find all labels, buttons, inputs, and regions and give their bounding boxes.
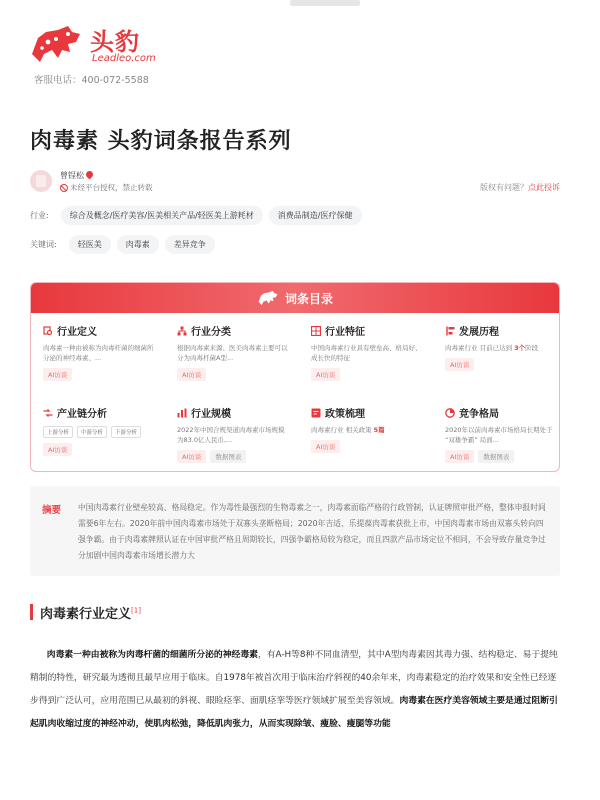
subtag[interactable]: 下游分析 bbox=[111, 426, 141, 438]
dir-item-policy[interactable] bbox=[311, 405, 436, 471]
directory-title: 词条目录 bbox=[284, 291, 333, 306]
summary-box bbox=[30, 486, 560, 576]
page-title: 肉毒素 头豹词条报告系列 bbox=[30, 129, 292, 154]
author-name[interactable]: 曾锃松 bbox=[60, 171, 84, 180]
directory-header bbox=[31, 283, 559, 313]
dir-item-title: 行业定义 bbox=[57, 327, 97, 338]
leopard-icon bbox=[257, 290, 279, 306]
dir-item-desc: 2020年以前肉毒素市场格局长期处于 “双雄争霸” 局面... bbox=[445, 426, 553, 444]
keyword-tag[interactable]: 轻医美 bbox=[69, 235, 111, 254]
timeline-icon bbox=[445, 326, 455, 336]
brand-name: 头豹 bbox=[90, 28, 140, 56]
keyword-tag[interactable]: 肉毒素 bbox=[117, 235, 159, 254]
policy-icon bbox=[311, 408, 321, 418]
dir-item-competition[interactable] bbox=[445, 405, 560, 471]
dir-item-title: 政策梳理 bbox=[325, 409, 365, 420]
subtag[interactable]: 上游分析 bbox=[43, 426, 73, 438]
copyright-notice bbox=[60, 182, 153, 193]
data-chart-chip[interactable]: 数据图表 bbox=[478, 450, 514, 463]
directory-card bbox=[30, 282, 560, 472]
dir-item-title: 行业规模 bbox=[191, 409, 231, 420]
ai-chip[interactable]: AI访谈 bbox=[177, 450, 206, 463]
grid-icon bbox=[311, 326, 321, 336]
section-title: 肉毒素行业定义[1] bbox=[40, 606, 141, 622]
dir-item-history[interactable] bbox=[445, 323, 560, 389]
ai-chip[interactable]: AI访谈 bbox=[43, 443, 72, 456]
hierarchy-icon bbox=[177, 326, 187, 336]
ai-chip[interactable]: AI访谈 bbox=[311, 440, 340, 453]
body-bold-2: 肉毒素在医疗美容领域主要是通过阻断引起肌肉收缩过度的神经冲动，使肌肉松弛，降低肌肉张力，从而实现除皱、瘦脸、瘦腿等功能 bbox=[30, 696, 558, 729]
keyword-label: 关键词: bbox=[30, 240, 57, 249]
data-chart-chip[interactable]: 数据图表 bbox=[210, 450, 246, 463]
keyword-row bbox=[30, 235, 215, 254]
bar-chart-icon bbox=[177, 408, 187, 418]
avatar[interactable] bbox=[30, 170, 52, 192]
ai-chip[interactable]: AI访谈 bbox=[445, 450, 474, 463]
pie-icon bbox=[445, 408, 455, 418]
report-question: 版权有问题？ bbox=[480, 183, 528, 192]
subtag[interactable]: 中游分析 bbox=[77, 426, 107, 438]
dir-item-classification[interactable] bbox=[177, 323, 302, 389]
report-link[interactable]: 点此投诉 bbox=[528, 183, 560, 192]
brand-logo[interactable] bbox=[28, 20, 158, 72]
industry-tag[interactable]: 综合及概念/医疗美容/医美相关产品/轻医美上游耗材 bbox=[61, 206, 263, 225]
industry-label: 行业: bbox=[30, 211, 49, 220]
section-marker bbox=[30, 604, 33, 620]
ai-chip[interactable]: AI访谈 bbox=[43, 368, 72, 381]
copyright-report bbox=[480, 182, 560, 193]
dir-item-desc: 肉毒素行业 目前已达到 3个阶段 bbox=[445, 344, 539, 352]
dir-item-desc: 根据肉毒素来源、医美肉毒素主要可以分为肉毒杆菌A型... bbox=[177, 344, 288, 362]
dir-item-title: 竞争格局 bbox=[459, 409, 499, 420]
chain-icon bbox=[43, 408, 53, 418]
prohibited-icon bbox=[60, 184, 68, 192]
ai-chip[interactable]: AI访谈 bbox=[445, 358, 474, 371]
dir-item-desc: 中国肉毒素行业具有壁垒高、格局好、成长快的特征 bbox=[311, 344, 422, 362]
body-bold-1: 肉毒素一种由被称为肉毒杆菌的细菌所分泌的神经毒素 bbox=[46, 650, 258, 660]
dir-item-title: 产业链分析 bbox=[57, 409, 107, 420]
hotline: 客服电话：400-072-5588 bbox=[34, 75, 149, 86]
top-bar-mark bbox=[290, 0, 360, 6]
dir-item-title: 行业特征 bbox=[325, 327, 365, 338]
industry-tag[interactable]: 消费品制造/医疗保健 bbox=[269, 206, 362, 225]
copyright-text: 未经平台授权，禁止转载 bbox=[70, 183, 153, 192]
summary-text: 中国肉毒素行业壁垒较高、格局稳定。作为毒性最强烈的生物毒素之一，肉毒素面临严格的行政管制，认证牌照审批严格，整体申报时间需要6年左右。2020年前中国肉毒素市场处于双寡头垄断格局；2020年吉适、乐提葆肉毒素获批上市，中国肉毒素市场由双寡头转向四强争霸。由于肉毒素牌照认证在中国审批严格且周期较长，四强争霸格局较为稳定，而且四款产品市场定位不相同，不会导致存量竞争过分加剧中国肉毒素市场增长潜力大 bbox=[78, 503, 546, 560]
verified-badge-icon bbox=[85, 170, 95, 180]
ai-chip[interactable]: AI访谈 bbox=[311, 368, 340, 381]
dir-item-title: 行业分类 bbox=[191, 327, 231, 338]
dir-item-desc: 肉毒素一种由被称为肉毒杆菌的细菌所分泌的神经毒素、... bbox=[43, 344, 154, 362]
dir-item-scale[interactable] bbox=[177, 405, 302, 471]
industry-row bbox=[30, 206, 362, 225]
keyword-tag[interactable]: 差异竞争 bbox=[165, 235, 215, 254]
footnote-ref[interactable]: [1] bbox=[131, 606, 141, 615]
magnify-doc-icon bbox=[43, 326, 53, 336]
leopard-logo-icon bbox=[28, 24, 84, 64]
brand-url: Leadleo.com bbox=[92, 53, 156, 64]
dir-item-definition[interactable] bbox=[43, 323, 168, 389]
dir-item-features[interactable] bbox=[311, 323, 436, 389]
ai-chip[interactable]: AI访谈 bbox=[177, 368, 206, 381]
body-paragraph bbox=[30, 644, 562, 736]
summary-label: 摘要 bbox=[42, 505, 62, 516]
body-text-1: ，有A-H等8种不同血清型，其中A型肉毒素因其毒力强、结构稳定、易于提纯精制的特性，研究最为透彻且最早应用于临床。自1978年被首次用于临床治疗斜视的40余年来，肉毒素稳定的治疗效果和安全性已经逐步得到广泛认可，应用范围已从最初的斜视、眼睑痉挛、面肌痉挛等医疗领域扩展至美容领域。 bbox=[30, 650, 558, 706]
dir-item-desc: 2022年中国合规渠道肉毒素市场规模为83.0亿人民币,... bbox=[177, 426, 285, 444]
dir-item-title: 发展历程 bbox=[459, 327, 499, 338]
dir-item-chain[interactable] bbox=[43, 405, 168, 471]
dir-item-desc: 肉毒素行业 相关政策 5篇 bbox=[311, 426, 385, 434]
